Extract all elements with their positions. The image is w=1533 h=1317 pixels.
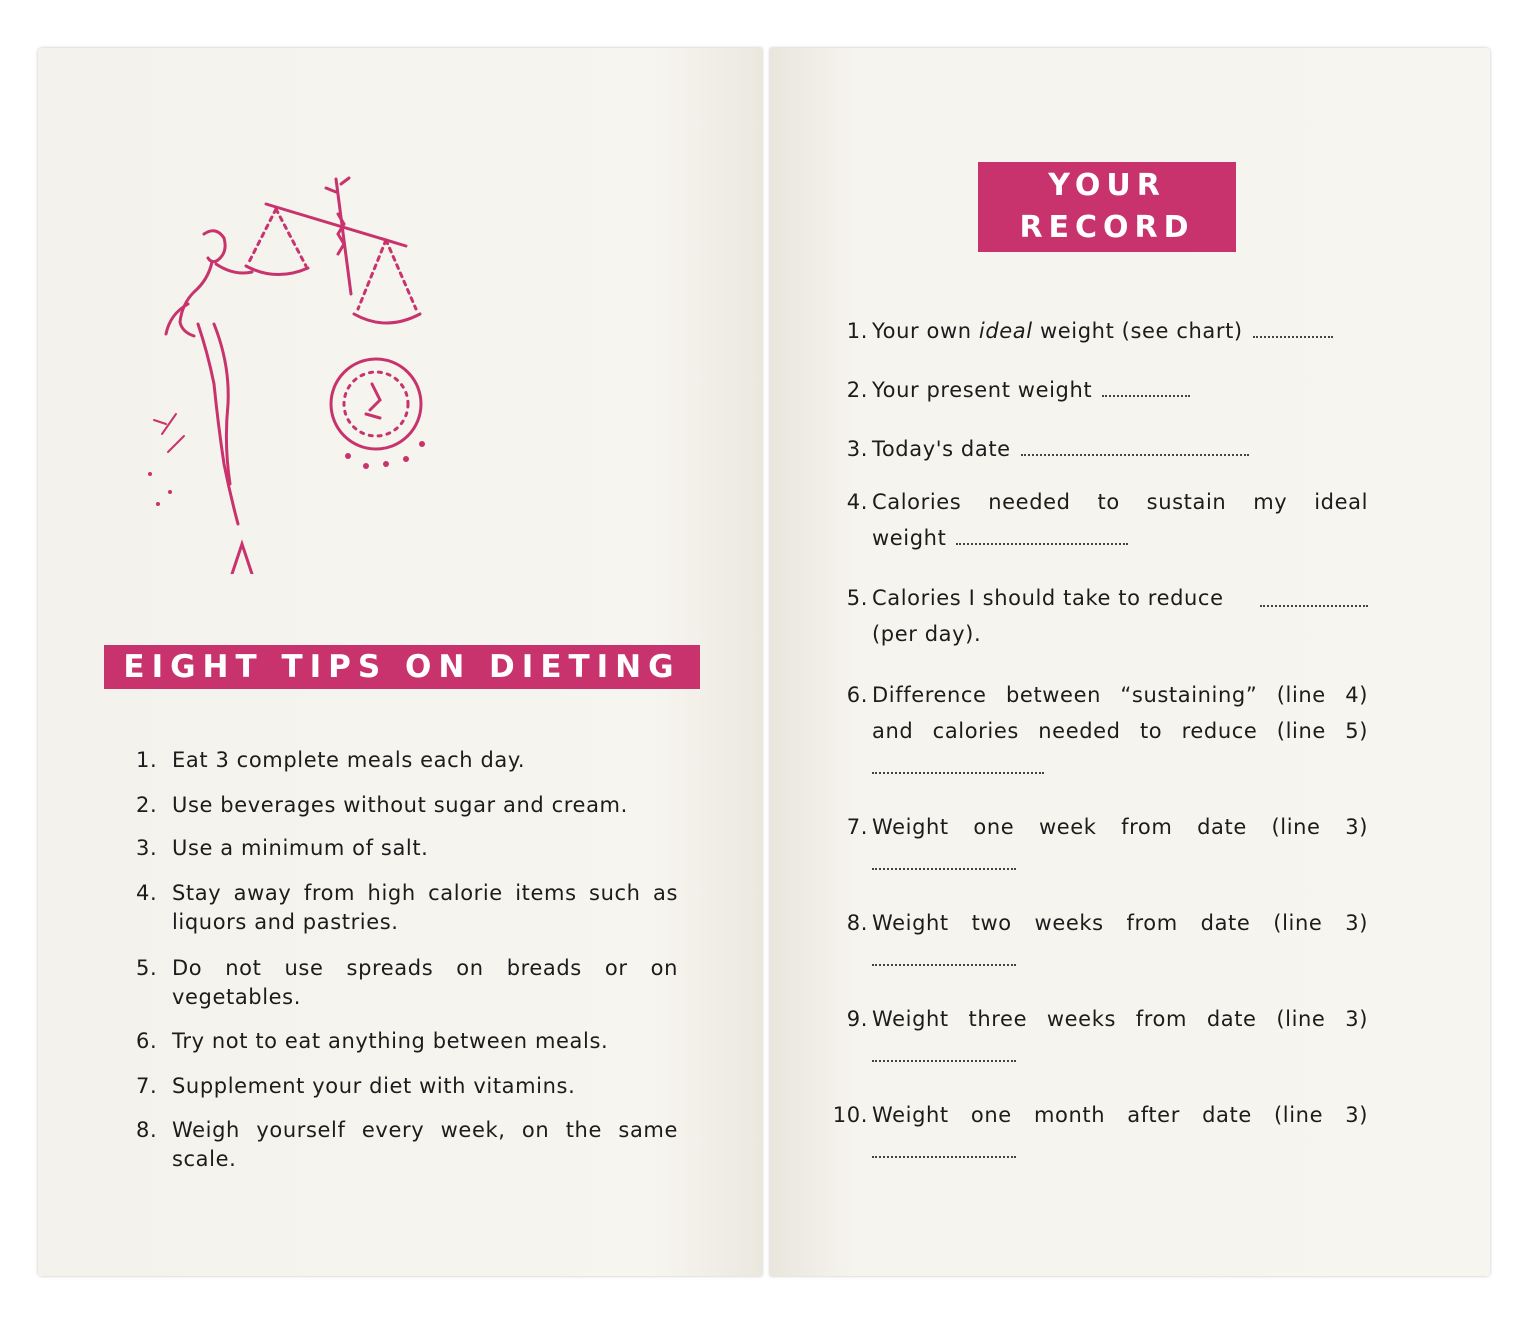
record-text: Today's date [872,431,1368,467]
left-page [38,48,762,1276]
fill-line[interactable] [872,1156,1016,1158]
record-text: Your present weight [872,372,1368,408]
record-banner [978,162,1236,252]
record-banner-line2: RECORD [1019,210,1195,245]
tips-banner: EIGHT TIPS ON DIETING [104,645,700,689]
tip-number: 4. [136,881,158,905]
record-text: Weight two weeks from date (line 3) [872,905,1368,977]
tip-item-4 [136,879,678,937]
record-item-5 [820,580,1368,652]
record-number: 9. [846,1007,868,1031]
record-number: 4. [846,490,868,514]
record-number: 6. [846,683,868,707]
fill-line[interactable] [956,543,1128,545]
tip-item-8 [136,1116,678,1174]
tip-number: 2. [136,793,158,817]
record-text: Difference between “sustaining” (line 4) and calories needed to reduce (line 5) [872,677,1368,785]
tip-text: Weigh yourself every week, on the same scale. [172,1118,678,1171]
record-number: 1. [846,319,868,343]
record-item-10 [820,1097,1368,1169]
record-item-4 [820,484,1368,556]
fill-line[interactable] [1021,454,1249,456]
tip-text: Stay away from high calorie items such as liquors and pastries. [172,881,678,934]
record-number: 3. [846,437,868,461]
tip-number: 8. [136,1118,158,1142]
record-number: 10. [832,1103,868,1127]
tip-number: 3. [136,836,158,860]
tip-text: Try not to eat anything between meals. [172,1029,609,1053]
tip-item-2 [136,791,678,820]
right-page [770,48,1490,1276]
tip-text: Supplement your diet with vitamins. [172,1074,576,1098]
record-item-9 [820,1001,1368,1073]
record-text: Calories I should take to reduce (per day). [872,580,1368,652]
tip-number: 1. [136,748,158,772]
woman-with-scales-illustration [136,174,436,574]
record-number: 5. [846,586,868,610]
record-number: 7. [846,815,868,839]
record-item-2 [820,372,1368,408]
tip-text: Use beverages without sugar and cream. [172,793,628,817]
record-item-7 [820,809,1368,881]
tip-number: 6. [136,1029,158,1053]
tip-item-7 [136,1072,678,1101]
tip-item-1 [136,746,678,775]
record-number: 2. [846,378,868,402]
record-text: Weight one week from date (line 3) [872,809,1368,881]
fill-line[interactable] [1102,395,1190,397]
record-text: Weight three weeks from date (line 3) [872,1001,1368,1073]
fill-line[interactable] [1260,605,1368,607]
tip-text: Eat 3 complete meals each day. [172,748,526,772]
tip-number: 5. [136,956,158,980]
tip-text: Use a minimum of salt. [172,836,429,860]
record-text: Calories needed to sustain my ideal weight [872,490,1368,550]
fill-line[interactable] [872,868,1016,870]
tip-text: Do not use spreads on breads or on vegetables. [172,956,678,1009]
tip-item-5 [136,954,678,1012]
record-item-6 [820,677,1368,785]
fill-line[interactable] [1253,336,1333,338]
record-text: Your own ideal weight (see chart) [872,313,1368,349]
record-item-1 [820,313,1368,349]
fill-line[interactable] [872,772,1044,774]
record-item-8 [820,905,1368,977]
tip-item-6 [136,1027,678,1056]
record-banner-line1: YOUR [1048,168,1166,203]
record-item-3 [820,431,1368,467]
tip-number: 7. [136,1074,158,1098]
fill-line[interactable] [872,1060,1016,1062]
tip-item-3 [136,834,678,863]
record-number: 8. [846,911,868,935]
fill-line[interactable] [872,964,1016,966]
record-text: Weight one month after date (line 3) [872,1097,1368,1169]
